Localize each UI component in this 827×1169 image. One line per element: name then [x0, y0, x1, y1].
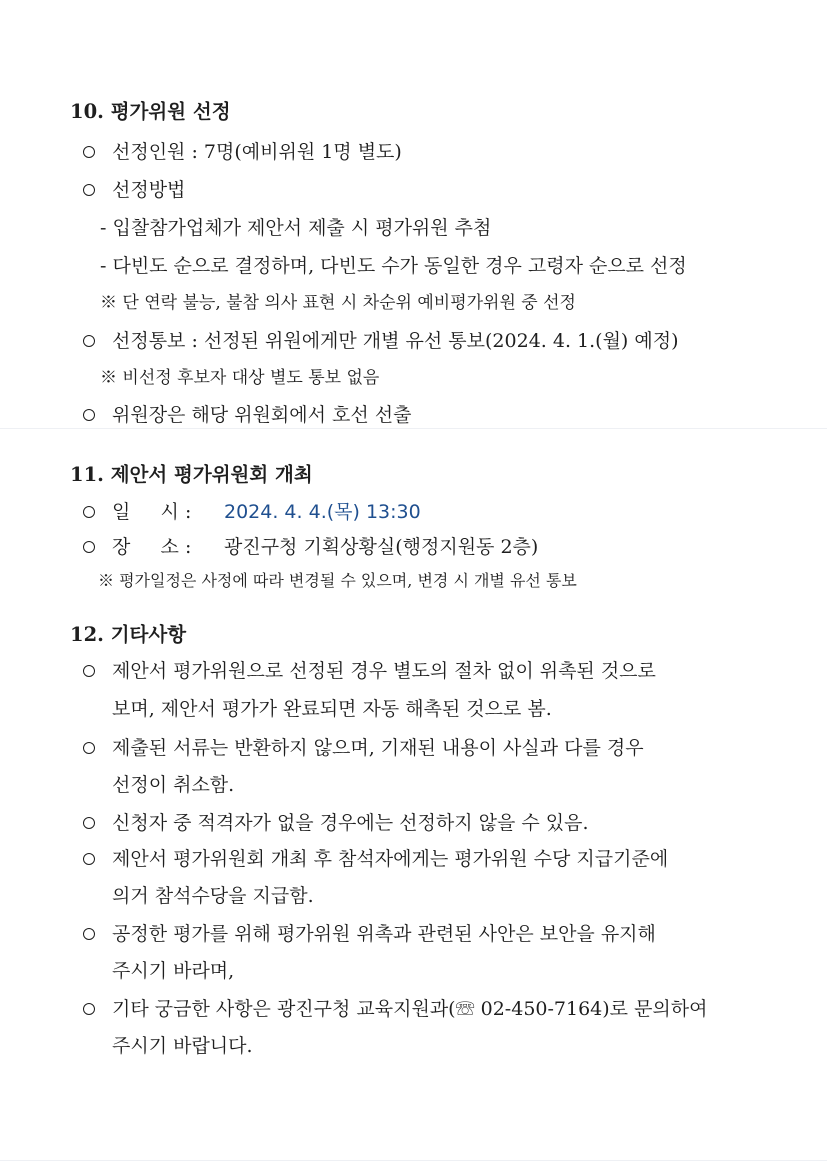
circle-bullet-icon: [83, 742, 95, 754]
misc-item-1-line-2: 보며, 제안서 평가가 완료되면 자동 해촉된 것으로 봄.: [112, 698, 552, 720]
misc-item-5-line-1: 공정한 평가를 위해 평가위원 위촉과 관련된 사안은 보안을 유지해: [112, 923, 656, 945]
misc-item-5-line-2: 주시기 바라며,: [112, 960, 235, 982]
circle-bullet-icon: [83, 665, 95, 677]
selection-notice-note: ※ 비선정 후보자 대상 별도 통보 없음: [100, 368, 380, 388]
misc-item-2-line-2: 선정이 취소함.: [112, 774, 235, 796]
circle-bullet-icon: [83, 928, 95, 940]
circle-bullet-icon: [83, 409, 95, 421]
circle-bullet-icon: [83, 146, 95, 158]
date-label: 일 시 :: [112, 501, 192, 523]
misc-item-1-line-1: 제안서 평가위원으로 선정된 경우 별도의 절차 없이 위촉된 것으로: [112, 660, 656, 682]
misc-item-4-line-1: 제안서 평가위원회 개최 후 참석자에게는 평가위원 수당 지급기준에: [112, 848, 669, 870]
schedule-note: ※ 평가일정은 사정에 따라 변경될 수 있으며, 변경 시 개별 유선 통보: [98, 571, 577, 590]
scan-artifact-line: [0, 1160, 827, 1161]
circle-bullet-icon: [83, 541, 95, 553]
place-label: 장 소 :: [112, 536, 192, 558]
section-12-title: 12. 기타사항: [70, 623, 187, 646]
circle-bullet-icon: [83, 817, 95, 829]
selection-method-detail-1: - 입찰참가업체가 제안서 제출 시 평가위원 추첨: [100, 217, 492, 239]
section-11-title: 11. 제안서 평가위원회 개최: [70, 463, 313, 486]
circle-bullet-icon: [83, 506, 95, 518]
selection-method-text: 선정방법: [112, 179, 186, 201]
misc-item-6-line-2: 주시기 바랍니다.: [112, 1035, 253, 1057]
selection-count-text: 선정인원 : 7명(예비위원 1명 별도): [112, 141, 402, 163]
selection-method-note: ※ 단 연락 불능, 불참 의사 표현 시 차순위 예비평가위원 중 선정: [100, 293, 576, 313]
circle-bullet-icon: [83, 1003, 95, 1015]
circle-bullet-icon: [83, 184, 95, 196]
selection-notice-text: 선정통보 : 선정된 위원에게만 개별 유선 통보(2024. 4. 1.(월) 예정): [112, 330, 679, 352]
misc-item-4-line-2: 의거 참석수당을 지급함.: [112, 885, 314, 907]
misc-item-2-line-1: 제출된 서류는 반환하지 않으며, 기재된 내용이 사실과 다를 경우: [112, 737, 644, 759]
misc-item-6-line-1: 기타 궁금한 사항은 광진구청 교육지원과(☏ 02-450-7164)로 문의하여: [112, 998, 708, 1020]
place-value: 광진구청 기획상황실(행정지원동 2층): [224, 536, 539, 558]
section-10-title: 10. 평가위원 선정: [70, 100, 231, 123]
selection-method-detail-2: - 다빈도 순으로 결정하며, 다빈도 수가 동일한 경우 고령자 순으로 선정: [100, 255, 687, 277]
circle-bullet-icon: [83, 853, 95, 865]
chairperson-text: 위원장은 해당 위원회에서 호선 선출: [112, 404, 412, 426]
misc-item-3-line-1: 신청자 중 적격자가 없을 경우에는 선정하지 않을 수 있음.: [112, 812, 589, 834]
circle-bullet-icon: [83, 335, 95, 347]
scan-artifact-line: [0, 428, 827, 429]
date-value: 2024. 4. 4.(목) 13:30: [224, 501, 421, 523]
